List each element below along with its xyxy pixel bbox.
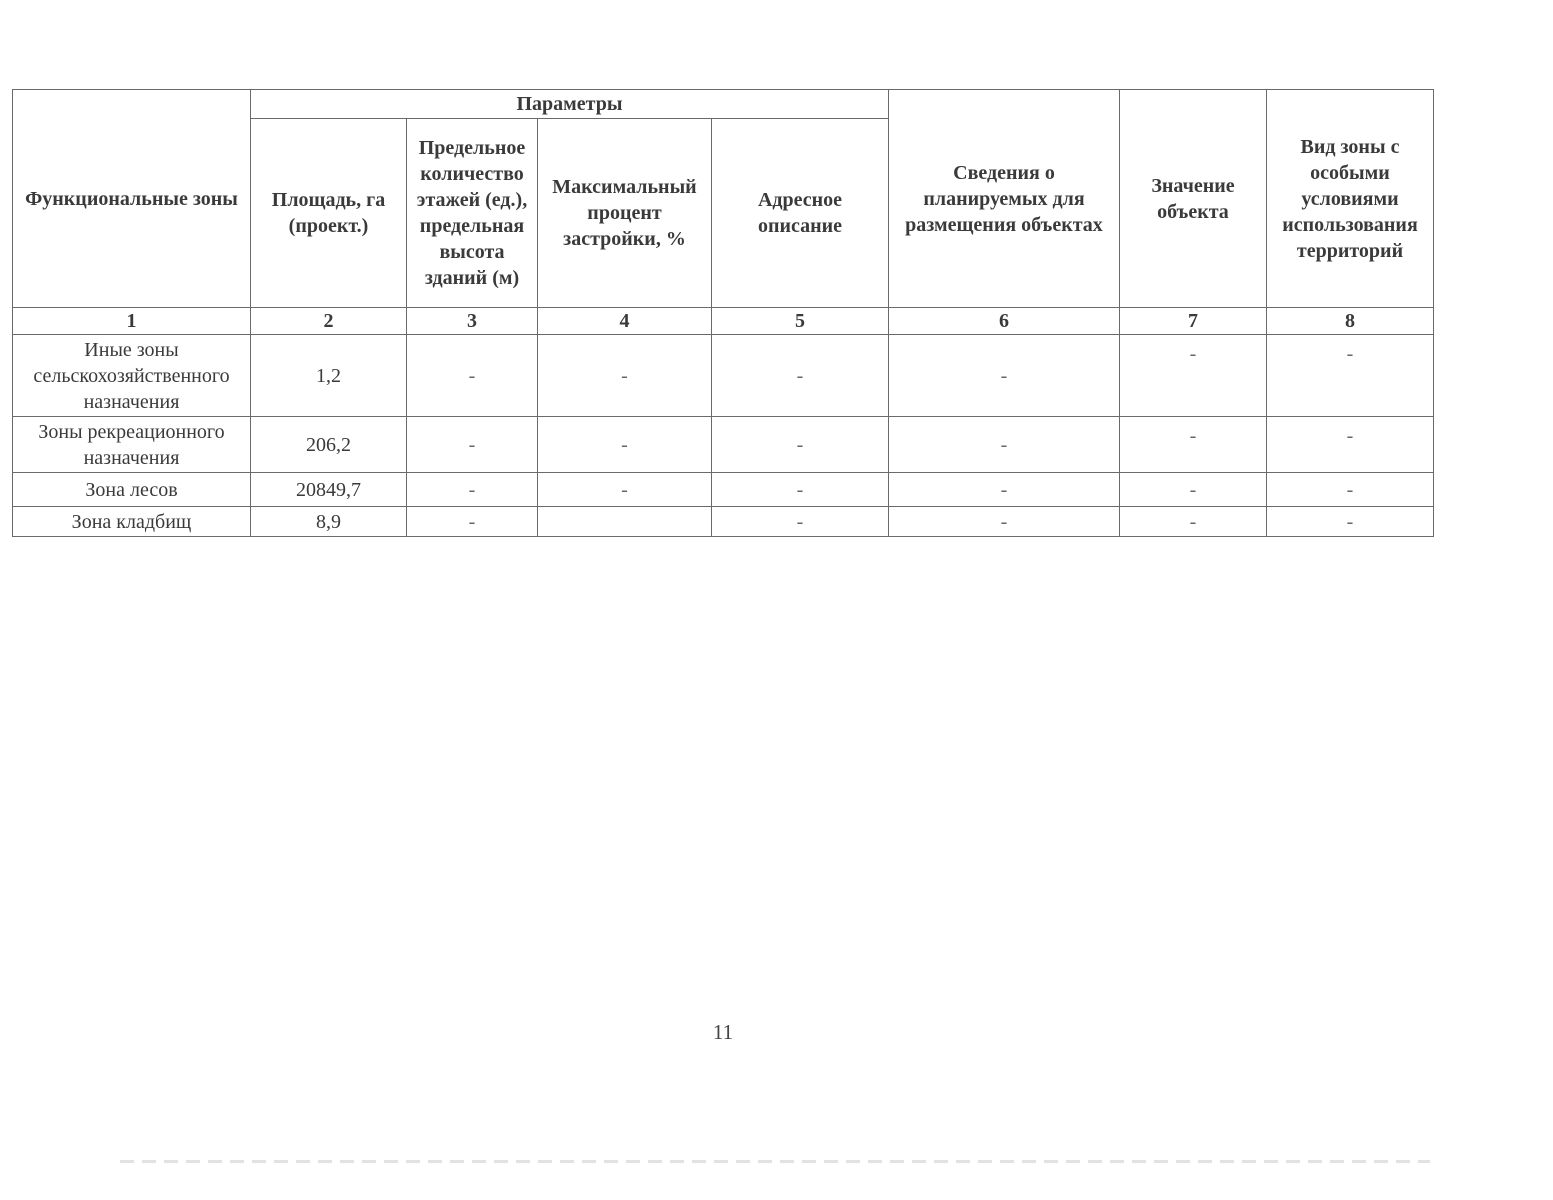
column-number: 6 bbox=[889, 308, 1120, 335]
significance-cell: - bbox=[1120, 507, 1267, 537]
special-zone-cell: - bbox=[1267, 335, 1434, 417]
floors-cell: - bbox=[407, 335, 538, 417]
special-zone-cell: - bbox=[1267, 473, 1434, 507]
floors-cell: - bbox=[407, 417, 538, 473]
significance-cell: - bbox=[1120, 473, 1267, 507]
column-number-row bbox=[13, 308, 1434, 335]
area-cell: 20849,7 bbox=[251, 473, 407, 507]
floors-cell: - bbox=[407, 507, 538, 537]
zones-table bbox=[12, 89, 1434, 537]
column-number: 4 bbox=[538, 308, 712, 335]
address-cell: - bbox=[712, 417, 889, 473]
area-cell: 206,2 bbox=[251, 417, 407, 473]
page-number: 11 bbox=[712, 1020, 734, 1044]
column-number: 5 bbox=[712, 308, 889, 335]
zone-name-cell: Зона кладбищ bbox=[13, 507, 251, 537]
scan-artifact-line bbox=[120, 1160, 1430, 1163]
header-area: Площадь, га (проект.) bbox=[251, 119, 407, 308]
zone-name-cell: Зона лесов bbox=[13, 473, 251, 507]
significance-cell: - bbox=[1120, 335, 1267, 417]
column-number: 2 bbox=[251, 308, 407, 335]
header-object-significance: Значение объекта bbox=[1120, 90, 1267, 308]
table-row bbox=[13, 507, 1434, 537]
column-number: 1 bbox=[13, 308, 251, 335]
zone-name-cell: Иные зоны сельскохозяйственного назначения bbox=[13, 335, 251, 417]
column-number: 8 bbox=[1267, 308, 1434, 335]
table-row bbox=[13, 417, 1434, 473]
special-zone-cell: - bbox=[1267, 507, 1434, 537]
significance-cell: - bbox=[1120, 417, 1267, 473]
coverage-cell: - bbox=[538, 417, 712, 473]
planned-objects-cell: - bbox=[889, 417, 1120, 473]
header-functional-zones: Функциональные зоны bbox=[13, 90, 251, 308]
header-floors-height: Предельное количество этажей (ед.), предельная высота зданий (м) bbox=[407, 119, 538, 308]
address-cell: - bbox=[712, 507, 889, 537]
header-special-zone-type: Вид зоны с особыми условиями использования территорий bbox=[1267, 90, 1434, 308]
special-zone-cell: - bbox=[1267, 417, 1434, 473]
table-row bbox=[13, 335, 1434, 417]
address-cell: - bbox=[712, 473, 889, 507]
planned-objects-cell: - bbox=[889, 473, 1120, 507]
header-planned-objects: Сведения о планируемых для размещения объектах bbox=[889, 90, 1120, 308]
header-group-row bbox=[13, 90, 1434, 119]
header-parameters-group: Параметры bbox=[251, 90, 889, 119]
area-cell: 8,9 bbox=[251, 507, 407, 537]
column-number: 3 bbox=[407, 308, 538, 335]
coverage-cell: - bbox=[538, 335, 712, 417]
planned-objects-cell: - bbox=[889, 507, 1120, 537]
table-row bbox=[13, 473, 1434, 507]
coverage-cell: - bbox=[538, 473, 712, 507]
address-cell: - bbox=[712, 335, 889, 417]
area-cell: 1,2 bbox=[251, 335, 407, 417]
coverage-cell bbox=[538, 507, 712, 537]
zone-name-cell: Зоны рекреационного назначения bbox=[13, 417, 251, 473]
floors-cell: - bbox=[407, 473, 538, 507]
header-address: Адресное описание bbox=[712, 119, 889, 308]
column-number: 7 bbox=[1120, 308, 1267, 335]
header-max-coverage: Максимальный процент застройки, % bbox=[538, 119, 712, 308]
planned-objects-cell: - bbox=[889, 335, 1120, 417]
